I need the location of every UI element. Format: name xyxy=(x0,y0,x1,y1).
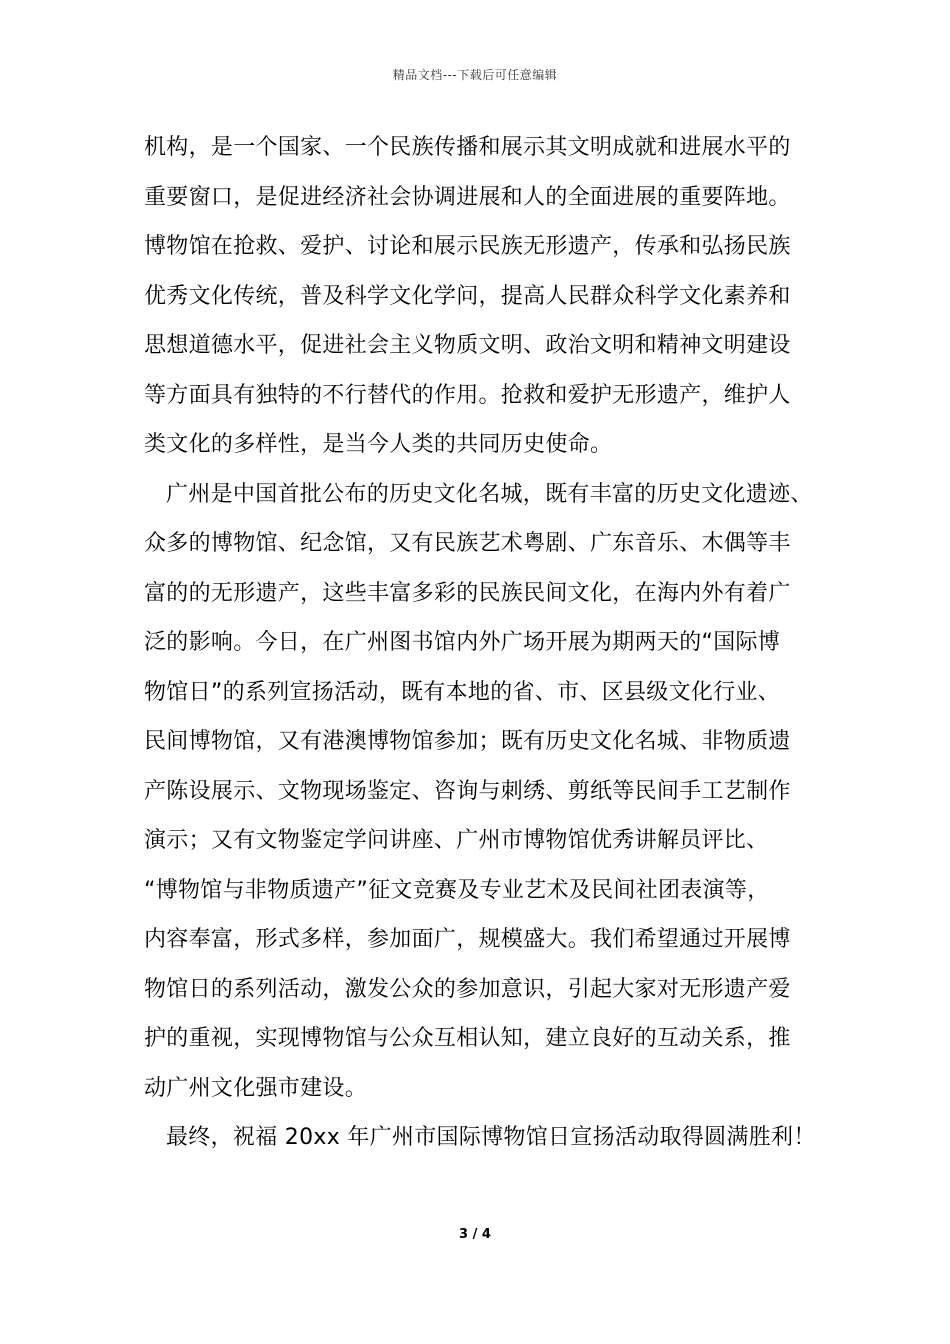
text-line: 众多的博物馆、纪念馆，又有民族艺术粤剧、广东音乐、木偶等丰 xyxy=(144,531,791,556)
paragraph-3 xyxy=(144,1118,824,1168)
text-line: 优秀文化传统，普及科学文化学问，提高人民群众科学文化素养和 xyxy=(144,283,791,309)
text-line: 护的重视，实现博物馆与公众互相认知，建立良好的互动关系，推 xyxy=(144,1026,791,1051)
text-line: 富的的无形遗产，这些丰富多彩的民族民间文化，在海内外有着广 xyxy=(144,580,791,606)
text-line: “博物馆与非物质遗产”征文竞赛及专业艺术及民间社团表演等， xyxy=(144,877,770,903)
text-line: 最终，祝福 20xx 年广州市国际博物馆日宣扬活动取得圆满胜利！ xyxy=(166,1125,816,1150)
text-line: 内容奉富，形式多样，参加面广，规模盛大。我们希望通过开展博 xyxy=(144,927,791,952)
paragraph-2 xyxy=(144,475,824,1119)
text-line: 物馆日”的系列宣扬活动，既有本地的省、市、区县级文化行业、 xyxy=(144,679,781,705)
text-line: 重要窗口，是促进经济社会协调进展和人的全面进展的重要阵地。 xyxy=(144,184,791,210)
text-line: 动广州文化强市建设。 xyxy=(144,1075,368,1101)
text-line: 演示；又有文物鉴定学问讲座、广州市博物馆优秀讲解员评比、 xyxy=(144,828,769,853)
text-line: 博物馆在抢救、爱护、讨论和展示民族无形遗产，传承和弘扬民族 xyxy=(144,234,791,259)
page-number: 3 / 4 xyxy=(459,1227,491,1242)
text-line: 产陈设展示、文物现场鉴定、咨询与刺绣、剪纸等民间手工艺制作 xyxy=(144,778,791,804)
text-line: 机构，是一个国家、一个民族传播和展示其文明成就和进展水平的 xyxy=(144,135,791,160)
text-line: 思想道德水平，促进社会主义物质文明、政治文明和精神文明建设 xyxy=(144,333,791,358)
paragraph-1 xyxy=(144,128,824,475)
text-line: 泛的影响。今日，在广州图书馆内外广场开展为期两天的“国际博 xyxy=(144,630,781,655)
document-header: 精品文档---下载后可任意编辑 xyxy=(392,68,558,82)
text-line: 物馆日的系列活动，激发公众的参加意识，引起大家对无形遗产爱 xyxy=(144,976,791,1002)
text-line: 类文化的多样性，是当今人类的共同历史使命。 xyxy=(144,432,613,457)
text-line: 广州是中国首批公布的历史文化名城，既有丰富的历史文化遗迹、 xyxy=(166,481,813,507)
text-line: 民间博物馆，又有港澳博物馆参加；既有历史文化名城、非物质遗 xyxy=(144,729,791,754)
document-body xyxy=(144,128,824,1168)
text-line: 等方面具有独特的不行替代的作用。抢救和爱护无形遗产，维护人 xyxy=(144,382,791,408)
